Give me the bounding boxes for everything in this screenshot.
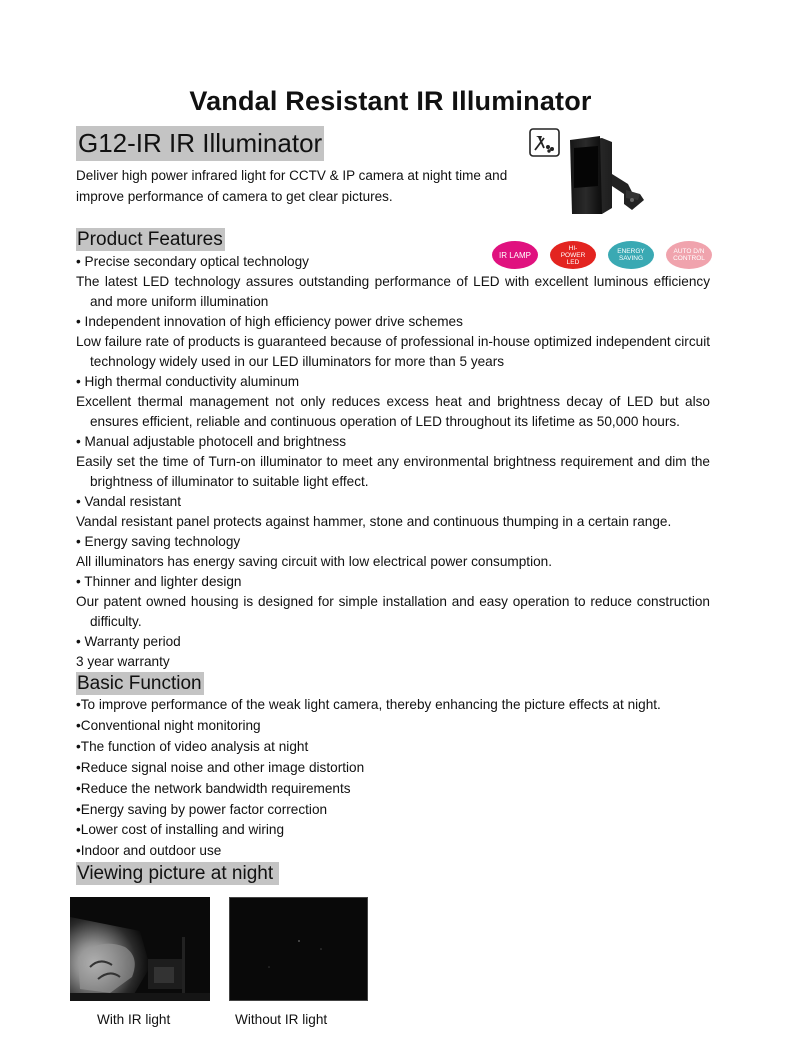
feature-description: Easily set the time of Turn-on illuminator to meet any environmental brightness requirement and dim the brightness of illuminator to suitable light effect. bbox=[76, 454, 710, 489]
list-item: •The function of video analysis at night bbox=[76, 738, 309, 754]
feature-description: Low failure rate of products is guaranteed because of professional in-house optimized independent circuit technology widely used in our LED illuminators for more than 5 years bbox=[76, 334, 710, 369]
list-item: •Reduce signal noise and other image distortion bbox=[76, 759, 365, 775]
section-heading-product-features: Product Features bbox=[77, 229, 223, 250]
product-model-heading: G12-IR IR Illuminator bbox=[76, 126, 324, 161]
badge-ir-lamp: IR LAMP bbox=[492, 241, 538, 269]
product-intro: Deliver high power infrared light for CCTV & IP camera at night time and improve performance of camera to get clear pictures. bbox=[76, 168, 508, 204]
feature-title: • Thinner and lighter design bbox=[76, 574, 242, 589]
caption-without-ir: Without IR light bbox=[235, 1012, 328, 1027]
feature-description: Excellent thermal management not only reduces excess heat and brightness decay of LED but also ensures efficient, reliable and continuous operation of LED throughout its lifetime as 50,000 hours. bbox=[76, 394, 710, 429]
feature-title: • Vandal resistant bbox=[76, 494, 182, 509]
list-item: •Conventional night monitoring bbox=[76, 717, 261, 733]
caption-with-ir: With IR light bbox=[97, 1012, 171, 1027]
list-item: •Indoor and outdoor use bbox=[76, 843, 222, 859]
feature-description: Our patent owned housing is designed for simple installation and easy operation to reduce construction difficulty. bbox=[76, 594, 710, 629]
basic-function-list bbox=[76, 695, 661, 862]
night-photo-with-ir bbox=[70, 897, 210, 1001]
badge-auto-dn-control: AUTO D/N CONTROL bbox=[666, 241, 712, 269]
product-features-list bbox=[76, 252, 710, 672]
feature-title: • Independent innovation of high efficiency power drive schemes bbox=[76, 314, 463, 329]
section-heading-basic-function: Basic Function bbox=[77, 673, 202, 694]
feature-title: • Manual adjustable photocell and brightness bbox=[76, 434, 347, 449]
badge-hi-power-led: HI-POWER LED bbox=[550, 241, 596, 269]
feature-description: Vandal resistant panel protects against hammer, stone and continuous thumping in a certain range. bbox=[76, 514, 672, 529]
night-photo-without-ir bbox=[229, 897, 368, 1001]
badge-energy-saving: ENERGY SAVING bbox=[608, 241, 654, 269]
feature-description: The latest LED technology assures outstanding performance of LED with excellent luminous efficiency and more uniform illumination bbox=[76, 274, 710, 309]
feature-title: • Warranty period bbox=[76, 634, 181, 649]
feature-description: All illuminators has energy saving circuit with low electrical power consumption. bbox=[76, 554, 552, 569]
feature-title: • High thermal conductivity aluminum bbox=[76, 374, 300, 389]
ir-illuminator-product-icon bbox=[528, 128, 652, 224]
page-title: Vandal Resistant IR Illuminator bbox=[189, 86, 592, 116]
feature-title: • Energy saving technology bbox=[76, 534, 241, 549]
feature-description: 3 year warranty bbox=[76, 654, 170, 669]
list-item: •Energy saving by power factor correction bbox=[76, 801, 328, 817]
feature-title: • Precise secondary optical technology bbox=[76, 254, 309, 269]
list-item: •To improve performance of the weak light camera, thereby enhancing the picture effects at night. bbox=[76, 697, 661, 712]
list-item: •Lower cost of installing and wiring bbox=[76, 822, 285, 838]
list-item: •Reduce the network bandwidth requirements bbox=[76, 780, 351, 796]
section-heading-viewing-picture: Viewing picture at night bbox=[76, 862, 279, 885]
